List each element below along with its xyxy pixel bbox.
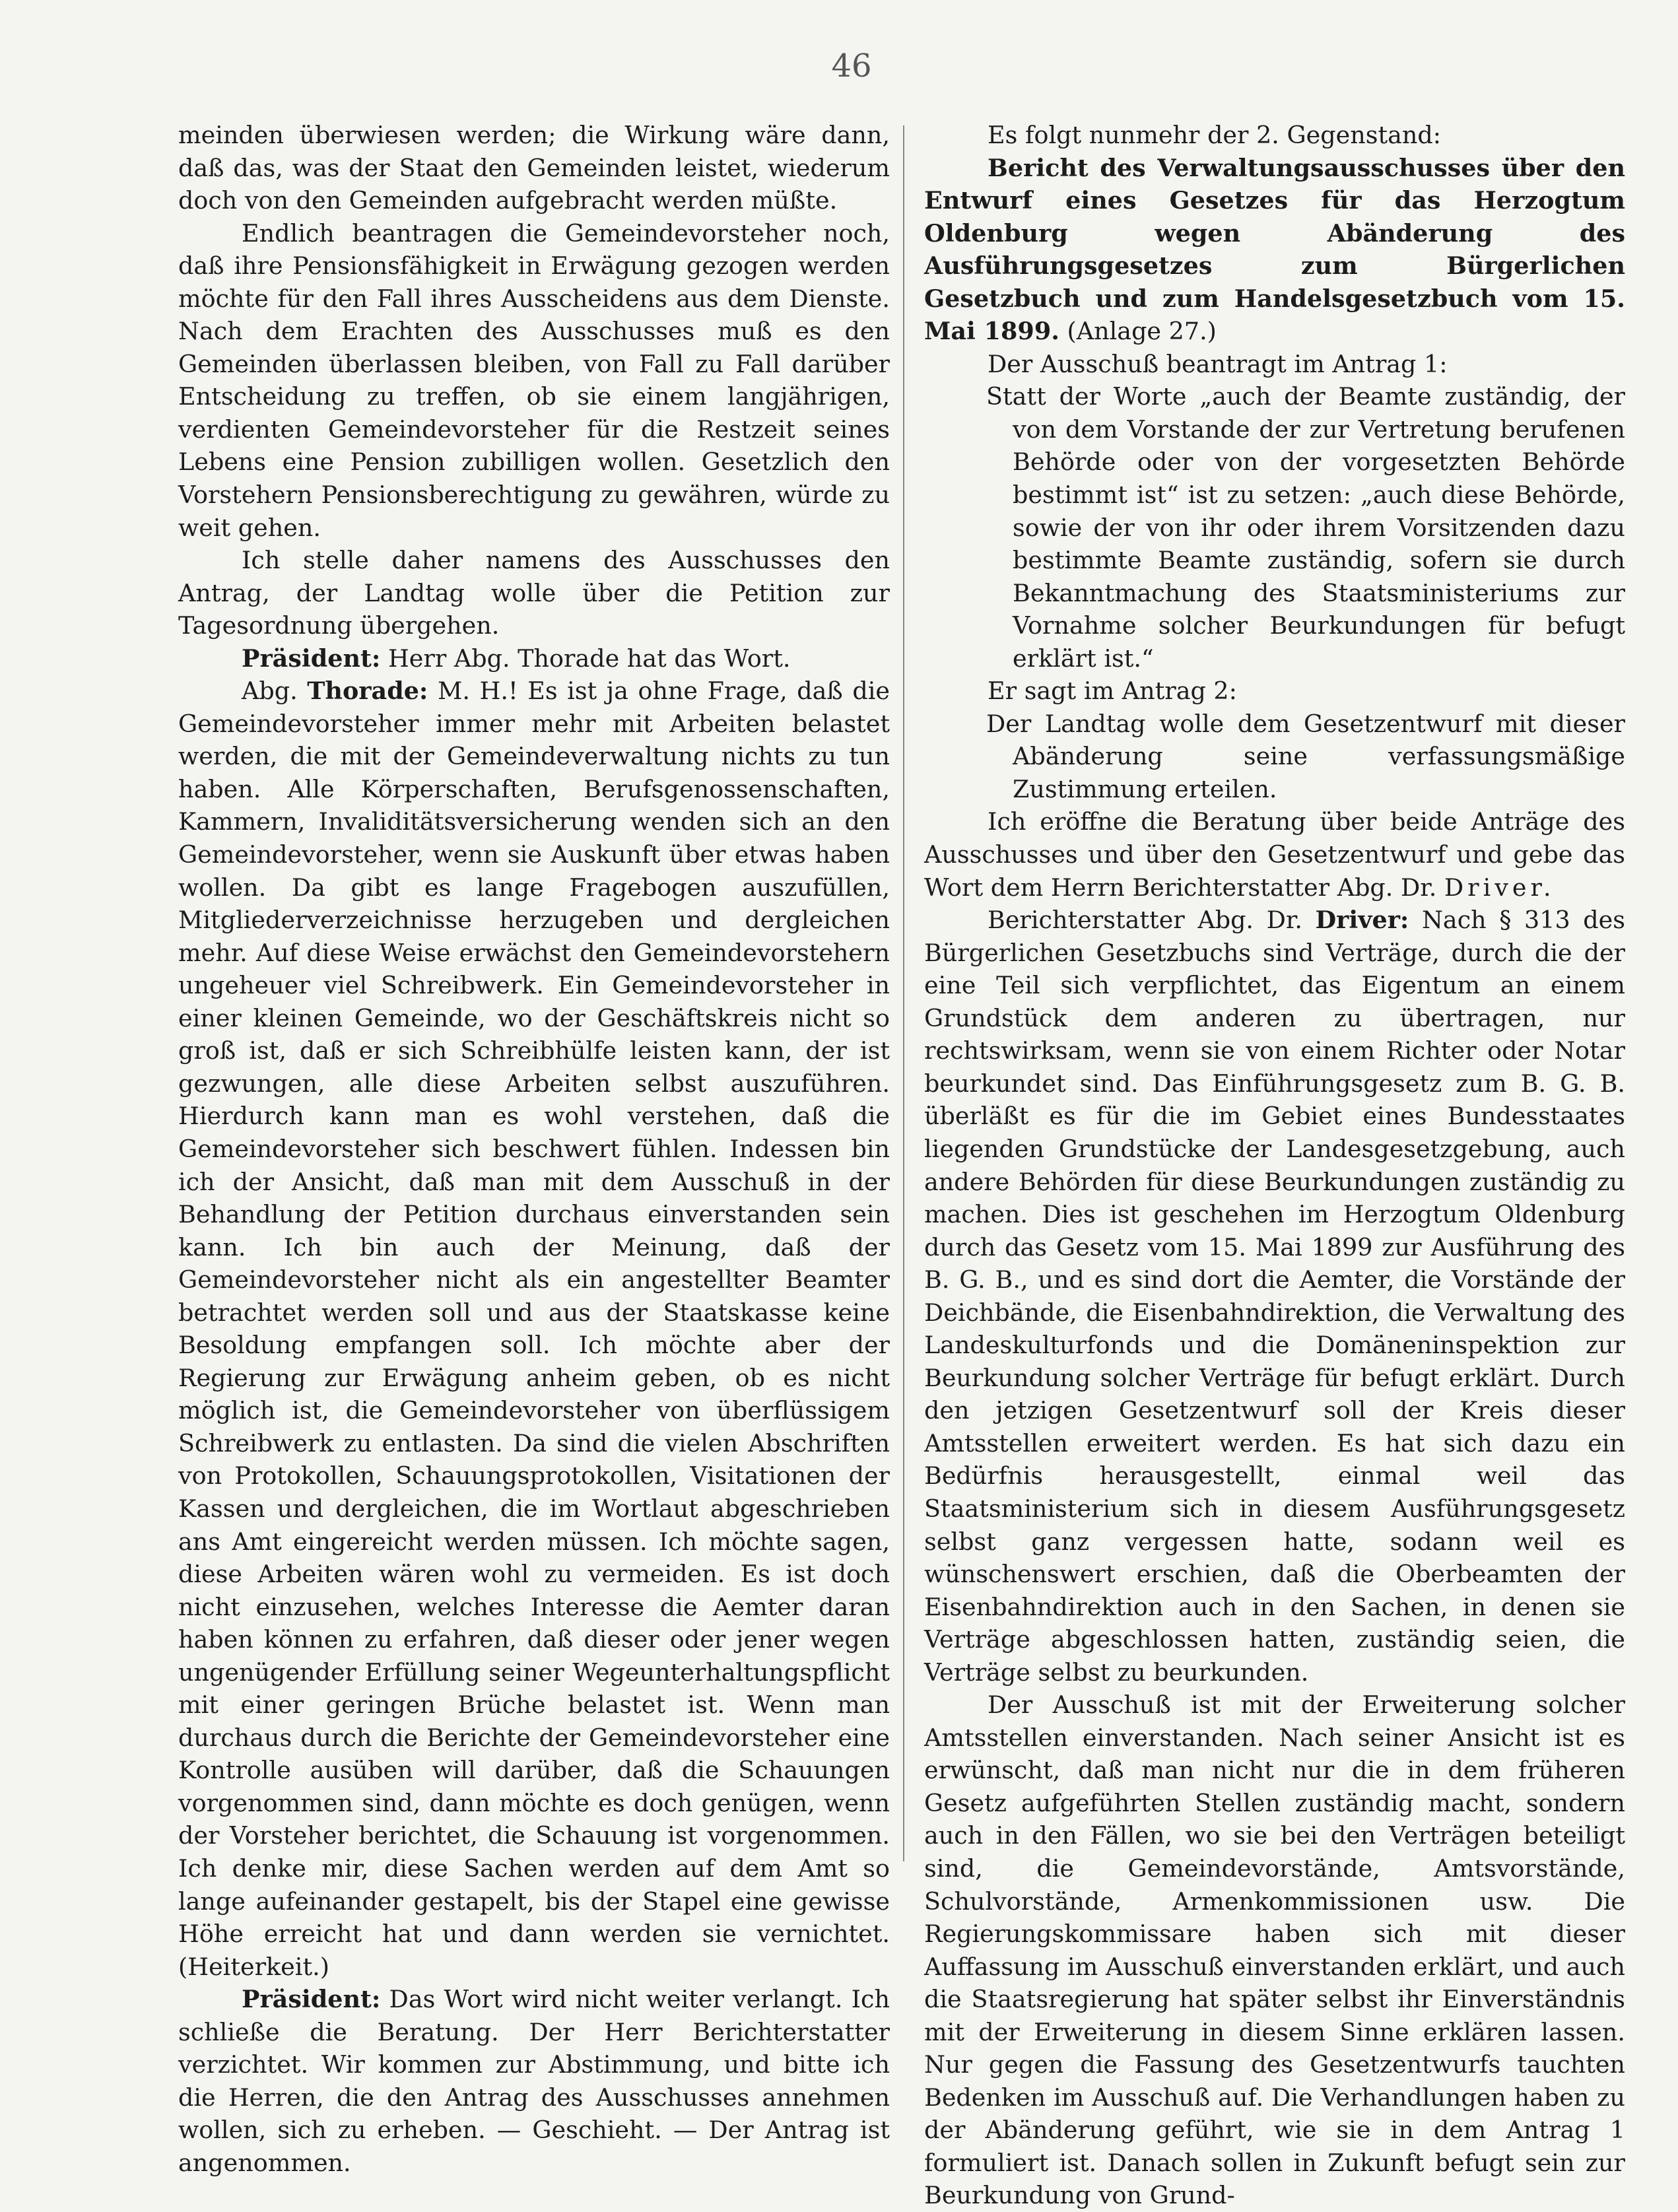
speaker-label: Driver: (1315, 906, 1409, 935)
speech-text: Das Wort wird nicht weiter verlangt. Ich schließe die Beratung. Der Herr Berichterstatter verzichtet. Wir kommen zur Abstimmung, und bitte ich die Herren, die den Antrag des Ausschusses annehmen wollen, sich zu erheben. — Geschieht. — Der Antrag ist angenommen. (178, 1985, 890, 2177)
agenda-heading (924, 152, 1625, 348)
agenda-note: (Anlage 27.) (1059, 317, 1217, 346)
speaker-label: Thorade: (307, 677, 428, 706)
speech-text: Nach § 313 des Bürgerlichen Gesetzbuchs sind Verträge, durch die der eine Teil sich verpflichtet, das Eigentum an einem Grundstück dem anderen zu übertragen, nur rechtswirksam, wenn sie von einem Richter oder Notar beurkundet sind. Das Einführungsgesetz zum B. G. B. überläßt es für die im Gebiet eines Bundesstaates liegenden Grundstücke der Landesgesetzgebung, auch andere Behörden für diese Beurkundungen zuständig zu machen. Dies ist geschehen im Herzogtum Oldenburg durch das Gesetz vom 15. Mai 1899 zur Ausführung des B. G. B., und es sind dort die Aemter, die Vorstände der Deichbände, die Eisenbahndirektion, die Verwaltung des Landeskulturfonds und die Domäneninspektion zur Beurkundung solcher Verträge für befugt erklärt. Durch den jetzigen Gesetzentwurf soll der Kreis dieser Amtsstellen erweitert werden. Es hat sich dazu ein Bedürfnis herausgestellt, einmal weil das Staatsministerium sich in diesem Ausführungsgesetz selbst ganz vergessen hatte, sodann weil es wünschenswert erschien, daß die Oberbeamten der Eisenbahndirektion auch in den Sachen, in denen sie Verträge abgeschlossen hatten, zuständig seien, die Verträge selbst zu beurkunden. (924, 906, 1626, 1687)
motion-intro: Der Ausschuß beantragt im Antrag 1: (988, 349, 1448, 378)
speech-text: Herr Abg. Thorade hat das Wort. (380, 644, 791, 673)
speaker-prefix: Berichterstatter Abg. Dr. (988, 906, 1316, 935)
left-column (178, 119, 890, 2177)
agenda-title: Bericht des Verwaltungsausschusses über den Entwurf eines Gesetzes für das Herzogtum Oldenburg wegen Abänderung des Ausführungsgesetzes zum Bürgerlichen Gesetzbuch und zum Handelsgesetzbuch vom 15. Mai 1899. (924, 153, 1625, 346)
opening-paragraph (924, 805, 1625, 904)
rapporteur-name: Driver. (1444, 873, 1555, 902)
speech-text: M. H.! Es ist ja ohne Frage, daß die Gemeindevorsteher immer mehr mit Arbeiten belastet werden, die mit der Gemeindeverwaltung nichts zu tun haben. Alle Körperschaften, Berufsgenossenschaften, Kammern, Invaliditätsversicherung wenden sich an den Gemeindevorsteher, wenn sie Auskunft über etwas haben wollen. Da gibt es lange Fragebogen auszufüllen, Mitgliederverzeichnisse herzugeben und dergleichen mehr. Auf diese Weise erwächst den Gemeindevorstehern ungeheuer viel Schreibwerk. Ein Gemeindevorsteher in einer kleinen Gemeinde, wo der Geschäftskreis nicht so groß ist, daß er sich Schreibhülfe leisten kann, der ist gezwungen, alle diese Arbeiten selbst auszuführen. Hierdurch kann man es wohl verstehen, daß die Gemeindevorsteher sich beschwert fühlen. Indessen bin ich der Ansicht, daß man mit dem Ausschuß in der Behandlung der Petition durchaus einverstanden sein kann. Ich bin auch der Meinung, daß der Gemeindevorsteher nicht als ein angestellter Beamter betrachtet werden soll und aus der Staatskasse keine Besoldung empfangen soll. Ich möchte aber der Regierung zur Erwägung anheim geben, ob es nicht möglich ist, die Gemeindevorsteher von überflüssigem Schreibwerk zu entlasten. Da sind die vielen Abschriften von Protokollen, Schauungsprotokollen, Visitationen der Kassen und dergleichen, die im Wortlaut abgeschrieben ans Amt eingereicht werden müssen. Ich möchte sagen, diese Arbeiten wären wohl zu vermeiden. Es ist doch nicht einzusehen, welches Interesse die Aemter daran haben können zu erfahren, daß dieser oder jener wegen ungenügender Erfüllung seiner Wegeunterhaltungspflicht mit einer geringen Brüche belastet ist. Wenn man durchaus durch die Berichte der Gemeindevorsteher eine Kontrolle ausüben will darüber, daß die Schauungen vorgenommen sind, dann möchte es doch genügen, wenn der Vorsteher berichtet, die Schauung ist vorgenommen. Ich denke mir, diese Sachen werden auf dem Amt so lange aufeinander gestapelt, bis der Stapel eine gewisse Höhe erreicht hat und dann werden sie vernichtet. (Heiterkeit.) (178, 677, 890, 1981)
paragraph: Der Ausschuß ist mit der Erweiterung solcher Amtsstellen einverstanden. Nach seiner Ansicht ist es erwünscht, daß man nicht nur die in dem früheren Gesetz aufgeführten Stellen zuständig macht, sondern auch in den Fällen, wo sie bei den Verträgen beteiligt sind, die Gemeindevorstände, Amtsvorstände, Schulvorstände, Armenkommissionen usw. Die Regierungskommissare haben sich mit dieser Auffassung im Ausschuß einverstanden erklärt, und auch die Staatsregierung hat später selbst ihr Einverständnis mit der Erweiterung in diesem Sinne erklären lassen. Nur gegen die Fassung des Gesetzentwurfs tauchten Bedenken im Ausschuß auf. Die Verhandlungen haben zu der Abänderung geführt, wie sie in dem Antrag 1 formuliert ist. Danach sollen in Zukunft befugt sein zur Beurkundung von Grund- (924, 1691, 1625, 2210)
column-divider (903, 125, 904, 1861)
agenda-intro: Es folgt nunmehr der 2. Gegenstand: (988, 121, 1442, 149)
motion-text: Statt der Worte „auch der Beamte zuständig, der von dem Vorstande der zur Vertretung berufenen Behörde oder von der vorgesetzten Behörde bestimmt ist“ ist zu setzen: „auch diese Behörde, sowie der von ihr oder ihrem Vorsitzenden dazu bestimmte Beamte zuständig, sofern sie durch Bekanntmachung des Staatsministeriums zur Vornahme solcher Beurkundungen für befugt erklärt ist.“ (986, 382, 1625, 673)
paragraph: Endlich beantragen die Gemeindevorsteher noch, daß ihre Pensionsfähigkeit in Erwägung gezogen werden möchte für den Fall ihres Ausscheidens aus dem Dienste. Nach dem Erachten des Ausschusses muß es den Gemeinden überlassen bleiben, von Fall zu Fall darüber Entscheidung zu treffen, ob sie einem langjährigen, verdienten Gemeindevorsteher für die Restzeit seines Lebens eine Pension zubilligen wollen. Gesetzlich den Vorstehern Pensionsberechtigung zu gewähren, würde zu weit gehen. (178, 218, 890, 542)
speech-paragraph (924, 904, 1625, 1689)
page-number: 46 (831, 48, 872, 84)
opening-text: Ich eröffne die Beratung über beide Anträge des Ausschusses und über den Gesetzentwurf und gebe das Wort dem Herrn Berichterstatter Abg. Dr. (924, 807, 1625, 902)
motion-intro: Er sagt im Antrag 2: (988, 677, 1237, 706)
speaker-label: Präsident: (242, 644, 381, 673)
right-column (924, 119, 1626, 2210)
paragraph: meinden überwiesen werden; die Wirkung wäre dann, daß das, was der Staat den Gemeinden leistet, wiederum doch von den Gemeinden aufgebracht werden müßte. (178, 121, 890, 215)
speaker-prefix: Abg. (242, 677, 308, 706)
motion-text: Der Landtag wolle dem Gesetzentwurf mit dieser Abänderung seine verfassungsmäßige Zustimmung erteilen. (986, 709, 1625, 803)
speech-paragraph (178, 675, 890, 1983)
speech-paragraph (178, 1983, 890, 2179)
paragraph: Ich stelle daher namens des Ausschusses den Antrag, der Landtag wolle über die Petition zur Tagesordnung übergehen. (178, 546, 890, 640)
speech-paragraph (178, 642, 890, 675)
speaker-label: Präsident: (242, 1985, 381, 2014)
